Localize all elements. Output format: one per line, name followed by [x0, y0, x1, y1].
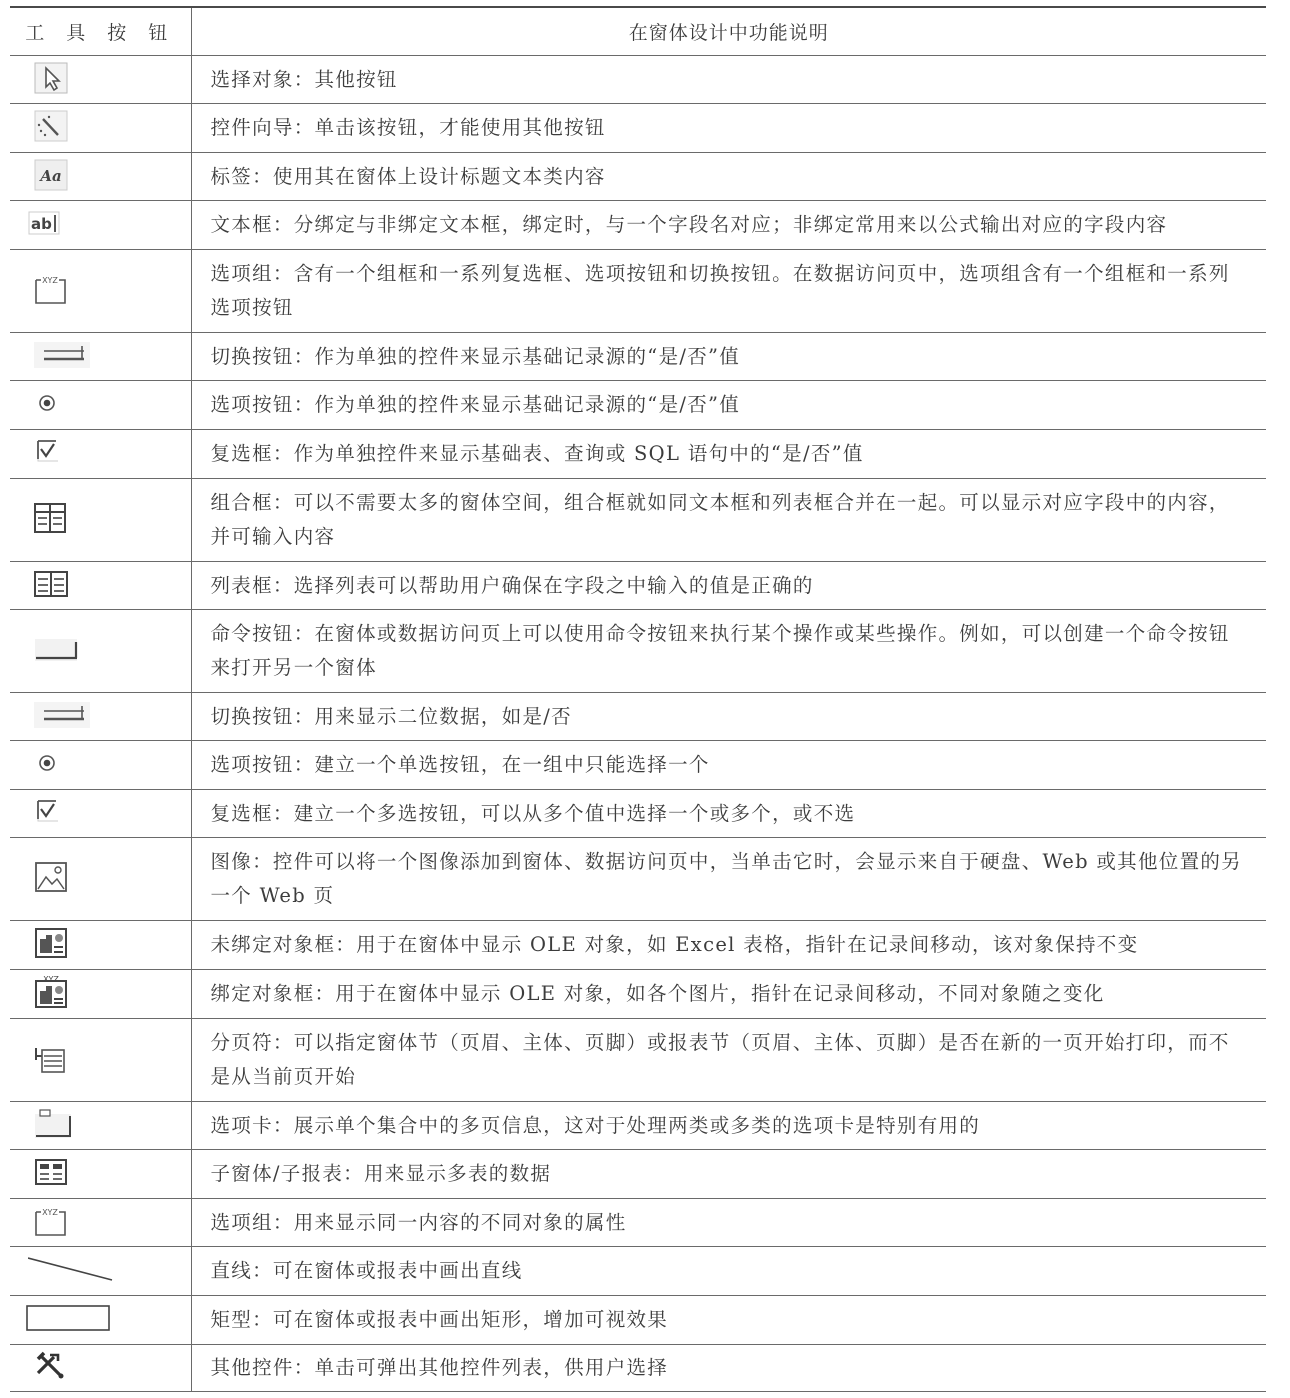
- table-row: [10, 153, 1266, 201]
- table-row: [10, 333, 1266, 381]
- combo-box-icon: [32, 500, 70, 540]
- tool-icon-cell: [10, 1019, 191, 1102]
- option-group-xyz-icon: [32, 1204, 70, 1242]
- tool-icon-cell: [10, 1150, 191, 1199]
- tool-icon-cell: [10, 921, 191, 970]
- table-row: [10, 1345, 1266, 1392]
- function-description: 直线：可在窗体或报表中画出直线: [210, 1259, 523, 1282]
- function-description: 选项组：用来显示同一内容的不同对象的属性: [210, 1210, 627, 1234]
- function-description: 子窗体/子报表：用来显示多表的数据: [210, 1162, 552, 1185]
- svg-text:XYZ: XYZ: [43, 975, 59, 984]
- tool-icon-cell: [10, 610, 191, 693]
- table-row: [10, 610, 1266, 693]
- table-row: [10, 1199, 1266, 1247]
- header-tool-button: 工 具 按 钮: [10, 7, 191, 56]
- page-break-icon: [32, 1040, 70, 1080]
- function-description: 列表框：选择列表可以帮助用户确保在字段之中输入的值是正确的: [210, 573, 814, 597]
- checkbox-icon: [32, 435, 66, 473]
- option-group-xyz-icon: [32, 272, 70, 310]
- rectangle-icon: [26, 1301, 116, 1339]
- svg-text:XYZ: XYZ: [42, 1207, 58, 1217]
- table-row: [10, 1102, 1266, 1150]
- tool-icon-cell: [10, 1296, 191, 1345]
- tool-icon-cell: [10, 201, 191, 250]
- function-description: 命令按钮：在窗体或数据访问页上可以使用命令按钮来执行某个操作或某些操作。例如，可以创建一个命令按钮来打开另一个窗体: [210, 622, 1230, 679]
- svg-text:ab: ab: [31, 215, 52, 233]
- tool-icon-cell: [10, 741, 191, 790]
- svg-text:Aa: Aa: [40, 166, 62, 185]
- control-wizard-wand-icon: [32, 109, 70, 147]
- tool-icon-cell: [10, 1247, 191, 1296]
- function-description: 组合框：可以不需要太多的窗体空间，组合框就如同文本框和列表框合并在一起。可以显示对应字段中的内容，并可输入内容: [210, 491, 1230, 548]
- tool-icon-cell: [10, 250, 191, 333]
- table-row: [10, 381, 1266, 430]
- tool-icon-cell: [10, 381, 191, 430]
- toggle-button-icon: [32, 338, 92, 376]
- tool-icon-cell: [10, 104, 191, 153]
- header-row: [10, 7, 1266, 56]
- toolbox-table: [10, 6, 1266, 1392]
- table-row: [10, 104, 1266, 153]
- function-description: 复选框：作为单独控件来显示基础表、查询或 SQL 语句中的“是/否”值: [210, 442, 864, 465]
- function-description: 文本框：分绑定与非绑定文本框，绑定时，与一个字段名对应；非绑定常用来以公式输出对应的字段内容: [210, 213, 1168, 236]
- table-row: [10, 1150, 1266, 1199]
- bound-object-frame-icon: [32, 974, 70, 1014]
- table-row: [10, 562, 1266, 610]
- table-row: [10, 479, 1266, 562]
- checkbox-icon: [32, 795, 66, 833]
- tool-icon-cell: [10, 970, 191, 1019]
- tool-icon-cell: [10, 153, 191, 201]
- tool-icon-cell: [10, 1199, 191, 1247]
- table-row: [10, 201, 1266, 250]
- command-button-icon: [32, 632, 82, 670]
- option-button-radio-icon: [32, 386, 66, 424]
- tool-icon-cell: [10, 562, 191, 610]
- list-box-icon: [32, 567, 70, 605]
- function-description: 其他控件：单击可弹出其他控件列表，供用户选择: [210, 1356, 669, 1379]
- table-row: [10, 790, 1266, 838]
- function-description: 未绑定对象框：用于在窗体中显示 OLE 对象，如 Excel 表格，指针在记录间移动，该对象保持不变: [210, 933, 1139, 956]
- textbox-ab-icon: [28, 206, 66, 244]
- table-row: [10, 1247, 1266, 1296]
- option-button-radio-icon: [32, 746, 66, 784]
- tool-icon-cell: [10, 56, 191, 104]
- tab-control-icon: [32, 1106, 76, 1146]
- tool-icon-cell: [10, 790, 191, 838]
- tool-icon-cell: [10, 693, 191, 741]
- function-description: 图像：控件可以将一个图像添加到窗体、数据访问页中，当单击它时，会显示来自于硬盘、Web 或其他位置的另一个 Web 页: [210, 850, 1242, 907]
- tool-icon-cell: [10, 1102, 191, 1150]
- table-row: [10, 921, 1266, 970]
- table-row: [10, 741, 1266, 790]
- table-row: [10, 1296, 1266, 1345]
- table-row: [10, 250, 1266, 333]
- function-description: 控件向导：单击该按钮，才能使用其他按钮: [210, 116, 606, 139]
- function-description: 选项按钮：建立一个单选按钮，在一组中只能选择一个: [210, 753, 710, 776]
- table-row: [10, 693, 1266, 741]
- tool-icon-cell: [10, 1345, 191, 1392]
- label-aa-icon: [32, 158, 70, 196]
- function-description: 选项按钮：作为单独的控件来显示基础记录源的“是/否”值: [210, 393, 741, 416]
- function-description: 复选框：建立一个多选按钮，可以从多个值中选择一个或多个，或不选: [210, 801, 856, 825]
- toggle-button-icon: [32, 698, 92, 736]
- tool-icon-cell: [10, 479, 191, 562]
- function-description: 分页符：可以指定窗体节（页眉、主体、页脚）或报表节（页眉、主体、页脚）是否在新的一页开始打印，而不是从当前页开始: [210, 1031, 1230, 1088]
- function-description: 选项组：含有一个组框和一系列复选框、选项按钮和切换按钮。在数据访问页中，选项组含有一个组框和一系列选项按钮: [210, 262, 1230, 319]
- function-description: 选择对象：其他按钮: [210, 67, 398, 91]
- function-description: 标签：使用其在窗体上设计标题文本类内容: [210, 164, 606, 188]
- function-description: 绑定对象框：用于在窗体中显示 OLE 对象，如各个图片，指针在记录间移动，不同对象随之变化: [210, 982, 1105, 1005]
- unbound-object-frame-icon: [32, 925, 70, 965]
- function-description: 切换按钮：作为单独的控件来显示基础记录源的“是/否”值: [210, 344, 741, 368]
- tool-icon-cell: [10, 430, 191, 479]
- table-row: [10, 838, 1266, 921]
- subform-icon: [32, 1155, 70, 1193]
- function-description: 切换按钮：用来显示二位数据，如是/否: [210, 704, 572, 728]
- tool-icon-cell: [10, 333, 191, 381]
- header-function-description: 在窗体设计中功能说明: [628, 22, 829, 44]
- select-arrow-icon: [32, 61, 70, 99]
- more-controls-tools-icon: [32, 1349, 72, 1387]
- tool-icon-cell: [10, 838, 191, 921]
- function-description: 矩型：可在窗体或报表中画出矩形，增加可视效果: [210, 1308, 669, 1331]
- table-row: [10, 430, 1266, 479]
- image-icon: [32, 859, 70, 899]
- svg-text:XYZ: XYZ: [42, 276, 58, 285]
- line-icon: [28, 1252, 118, 1290]
- table-row: [10, 1019, 1266, 1102]
- table-row: [10, 970, 1266, 1019]
- function-description: 选项卡：展示单个集合中的多页信息，这对于处理两类或多类的选项卡是特别有用的: [210, 1113, 981, 1137]
- table-row: [10, 56, 1266, 104]
